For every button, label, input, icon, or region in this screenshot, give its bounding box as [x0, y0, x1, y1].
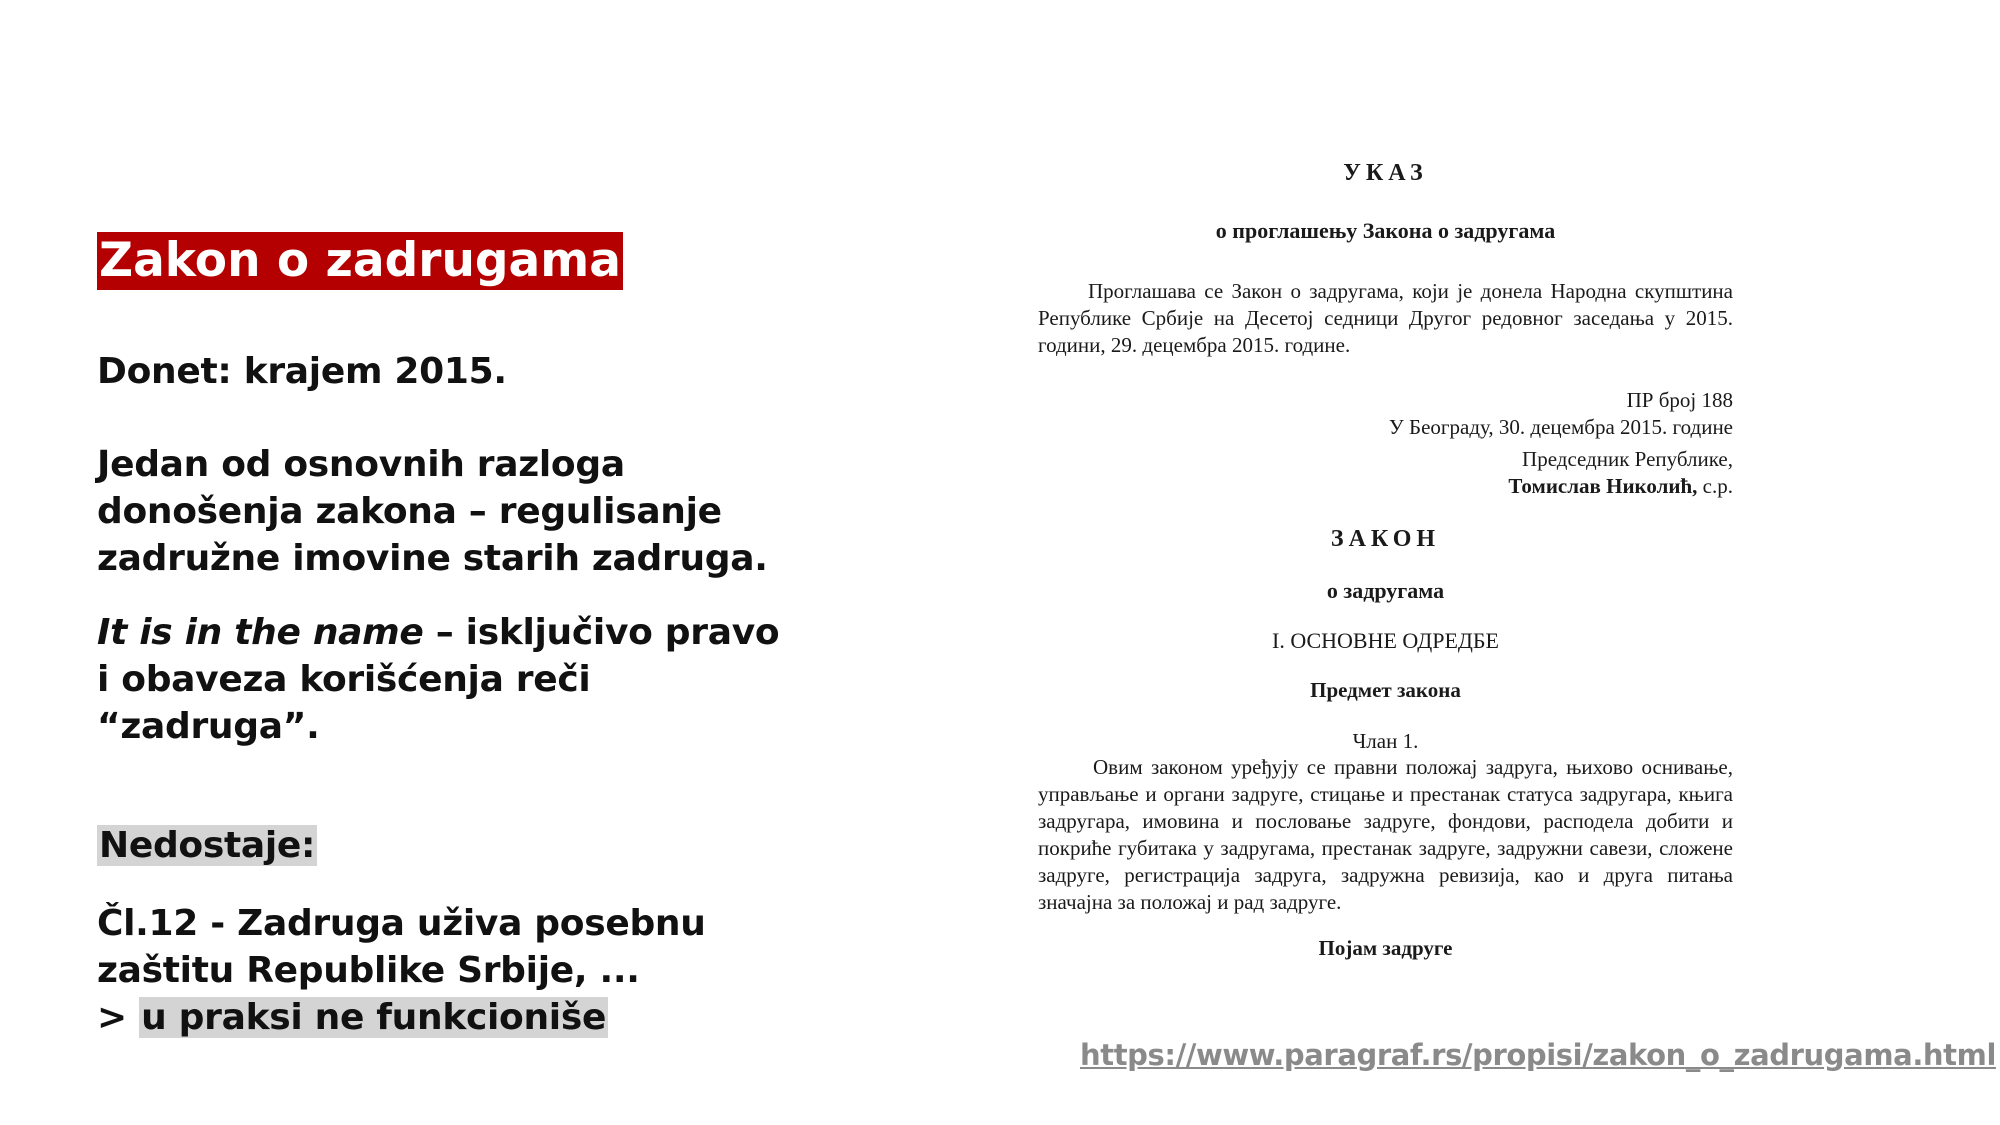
- name-rest-text: – isključivo pravo i obaveza korišćenja reči “zadruga”.: [97, 612, 780, 747]
- president-signature: [1038, 446, 1733, 500]
- adopted-date-text: Donet: krajem 2015.: [97, 351, 507, 392]
- practice-note: [97, 994, 797, 1041]
- pr-place-date: У Београду, 30. децембра 2015. године: [1388, 415, 1733, 439]
- president-line: [1038, 473, 1733, 500]
- article-heading: Члан 1.: [1352, 729, 1419, 753]
- law-subheading: о задругама: [1326, 578, 1445, 603]
- missing-heading-label: Nedostaje:: [99, 825, 316, 866]
- president-title: Председник Републике,: [1522, 447, 1733, 471]
- president-name: Томислав Николић,: [1508, 474, 1698, 498]
- name-right-paragraph: [97, 609, 797, 750]
- president-sign: с.р.: [1697, 474, 1733, 498]
- article-12-paragraph: [97, 900, 797, 1041]
- name-italic-phrase: It is in the name: [97, 612, 424, 653]
- missing-heading: [97, 822, 317, 869]
- section-heading: I. ОСНОВНЕ ОДРЕДБЕ: [1272, 628, 1499, 653]
- pr-number: ПР број 188: [1626, 388, 1733, 412]
- source-link[interactable]: https://www.paragraf.rs/propisi/zakon_o_zadrugama.html: [1079, 1038, 1996, 1072]
- article-12-text: Čl.12 - Zadruga uživa posebnu zaštitu Republike Srbije, ...: [97, 903, 706, 991]
- slide-title: Zakon o zadrugama: [99, 233, 621, 288]
- practice-prefix: >: [97, 997, 140, 1038]
- concept-heading: Појам задруге: [1318, 936, 1453, 960]
- law-heading: ЗАКОН: [1330, 526, 1441, 552]
- practice-highlight: u praksi ne funkcioniše: [141, 997, 607, 1038]
- decree-heading: УКАЗ: [1343, 160, 1428, 186]
- subject-heading: Предмет закона: [1310, 678, 1461, 702]
- proclamation-reference: [1038, 387, 1733, 441]
- decree-subheading: о проглашењу Закона о задругама: [1215, 218, 1556, 243]
- article-body: Овим законом уређују се правни положај задруга, њихово оснивање, управљање и органи задруге, стицање и престанак статуса задругара, књига задругара, имовина и пословање задруге, фондови, расподела добити и покриће губитака у задругама, престанак задруге, задружни савези, сложене задруге, регистрација задруга, задружна ревизија, као и друга питања значајна за положај и рад задруге.: [1038, 755, 1733, 914]
- proclamation-text: Проглашава се Закон о задругама, који је донела Народна скупштина Републике Србије на Десетој седници Другог редовног заседања у 2015. години, 29. децембра 2015. године.: [1038, 279, 1733, 357]
- reason-paragraph: Jedan od osnovnih razloga donošenja zakona – regulisanje zadružne imovine starih zadruga.: [97, 444, 768, 579]
- left-column: [97, 232, 797, 1038]
